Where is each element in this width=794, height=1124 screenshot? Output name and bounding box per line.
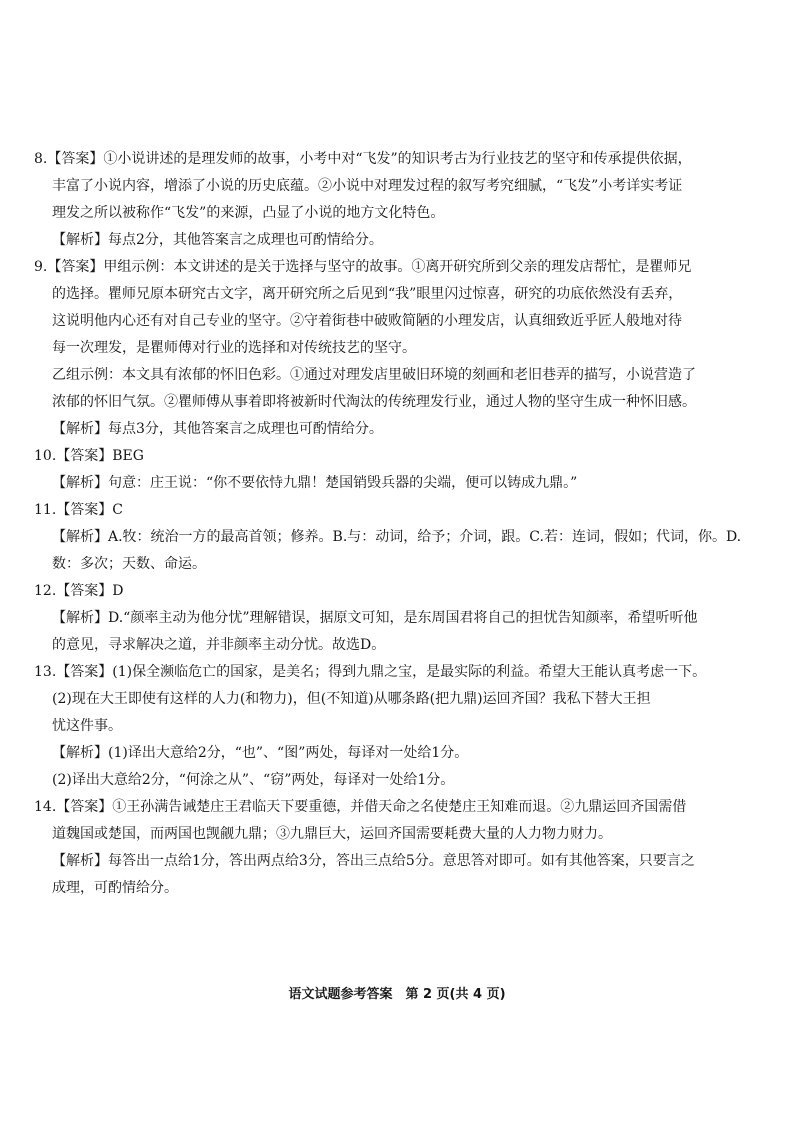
answer-line: 理发之所以被称作“飞发”的来源，凸显了小说的地方文化特色。 [52,205,445,221]
answer-line: 丰富了小说内容，增添了小说的历史底蕴。②小说中对理发过程的叙写考究细腻，“飞发”小考详实考证 [52,178,683,194]
answer-line: (2)译出大意给2分，“何涂之从”、“窃”两处，每译对一处给1分。 [52,772,455,788]
answer-line: 这说明他内心还有对自己专业的坚守。②守着街巷中破败简陋的小理发店，认真细致近乎匠人般地对待 [52,313,682,329]
answer-line: 11.【答案】C [34,502,123,518]
answer-line: 浓郁的怀旧气氛。②瞿师傅从事着即将被新时代淘汰的传统理发行业，通过人物的坚守生成一种怀旧感。 [52,394,696,410]
answer-item-q11 [34,497,754,578]
answer-line: 道魏国或楚国，而两国也觊觎九鼎；③九鼎巨大，运回齐国需要耗费大量的人力物力财力。 [52,826,612,842]
answer-line: 的意见，寻求解决之道，并非颜率主动分忧。故选D。 [52,637,386,653]
answer-item-q12 [34,578,754,659]
answer-item-q14 [34,794,754,902]
answer-line: (2)现在大王即使有这样的人力(和物力)，但(不知道)从哪条路(把九鼎)运回齐国？我私下替大王担 [52,691,651,707]
answer-item-q8 [34,146,754,254]
answer-line: 【解析】每点2分，其他答案言之成理也可酌情给分。 [52,232,383,248]
answer-line: 忧这件事。 [52,718,122,734]
answer-list [34,146,754,902]
answer-item-q10 [34,443,754,497]
answer-line: 14.【答案】①王孙满告诫楚庄王君临天下要重德，并借天命之名使楚庄王知难而退。②九鼎运回齐国需借 [34,799,687,815]
answer-line: 乙组示例：本文具有浓郁的怀旧色彩。①通过对理发店里破旧环境的刻画和老旧巷弄的描写，小说营造了 [52,367,696,383]
answer-line: 数：多次；天数、命运。 [52,556,206,572]
answer-line: 【解析】每点3分，其他答案言之成理也可酌情给分。 [52,421,383,437]
answer-line: 的选择。瞿师兄原本研究古文字，离开研究所之后见到“我”眼里闪过惊喜，研究的功底依然没有丢弃， [52,286,683,302]
answer-line: 【解析】句意：庄王说：“你不要依恃九鼎！楚国销毁兵器的尖端，便可以铸成九鼎。” [52,475,578,491]
answer-line: 【解析】(1)译出大意给2分，“也”、“图”两处，每译对一处给1分。 [52,745,469,761]
answer-line: 【解析】每答出一点给1分，答出两点给3分，答出三点给5分。意思答对即可。如有其他答案，只要言之 [52,853,695,869]
answer-line: 每一次理发，是瞿师傅对行业的选择和对传统技艺的坚守。 [52,340,416,356]
answer-line: 12.【答案】D [34,583,124,599]
answer-line: 【解析】D.“颜率主动为他分忧”理解错误，据原文可知，是东周国君将自己的担忧告知颜率，希望听听他 [52,610,698,626]
answer-item-q9 [34,254,754,443]
answer-line: 8.【答案】①小说讲述的是理发师的故事，小考中对“飞发”的知识考古为行业技艺的坚守和传承提供依据， [34,151,692,167]
answer-line: 10.【答案】BEG [34,448,144,464]
page-footer: 语文试题参考答案 第 2 页(共 4 页) [288,987,506,1002]
answer-line: 9.【答案】甲组示例：本文讲述的是关于选择与坚守的故事。①离开研究所到父亲的理发店帮忙，是瞿师兄 [34,259,692,275]
answer-line: 13.【答案】(1)保全濒临危亡的国家，是美名；得到九鼎之宝，是最实际的利益。希望大王能认真考虑一下。 [34,664,707,680]
answer-item-q13 [34,659,754,794]
answer-line: 成理，可酌情给分。 [52,880,178,896]
answer-line: 【解析】A.牧：统治一方的最高首领；修养。B.与：动词，给予；介词，跟。C.若：连词，假如；代词，你。D. [52,529,742,545]
